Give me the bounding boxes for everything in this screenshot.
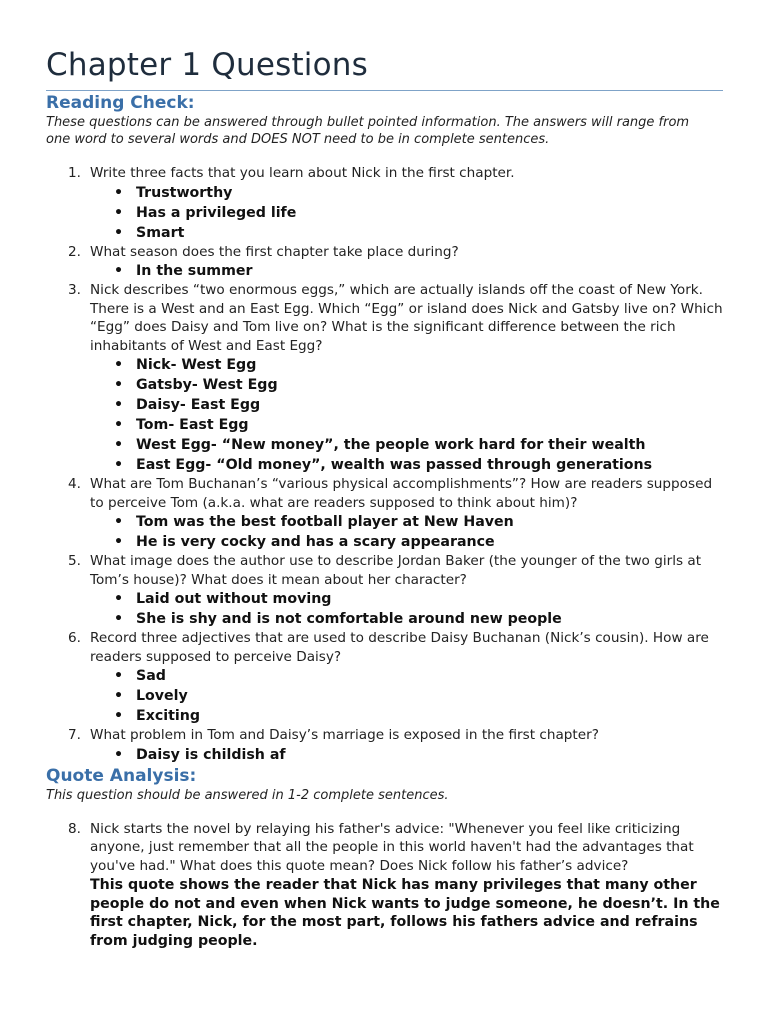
bullet-icon: • — [114, 377, 124, 393]
answer-list — [46, 261, 726, 281]
answer-text: In the summer — [136, 263, 253, 279]
question-item — [46, 475, 726, 552]
reading-check-instructions: These questions can be answered through bullet pointed information. The answers will range from one word to several words and DOES NOT need to be in complete sentences. — [46, 115, 690, 147]
bullet-icon: • — [114, 611, 124, 627]
bullet-icon: • — [114, 514, 124, 530]
question-number: 2. — [68, 243, 81, 260]
question-item — [46, 243, 726, 282]
answer-list — [46, 355, 726, 475]
answer-text: Sad — [136, 668, 166, 684]
answer-item — [46, 395, 726, 415]
answer-item — [46, 455, 726, 475]
bullet-icon: • — [114, 184, 124, 201]
bullet-icon: • — [114, 263, 124, 279]
bullet-icon: • — [114, 688, 124, 704]
answer-text: This quote shows the reader that Nick has many privileges that many other people do not and even when Nick wants to judge someone, he doesn’t. In the first chapter, Nick, for the most part, follows his fathers advice and refrains from judging people. — [90, 877, 720, 949]
question-number: 8. — [68, 820, 81, 837]
question-text: Nick describes “two enormous eggs,” which are actually islands off the coast of New York. There is a West and an East Egg. Which “Egg” or island does Nick and Gatsby live on? Which “Egg” does Daisy and Tom live on? What is the significant difference between the rich inhabitants of West and East Egg? — [90, 282, 723, 354]
question-text: What problem in Tom and Daisy’s marriage is exposed in the first chapter? — [90, 727, 599, 743]
question-text: What image does the author use to describe Jordan Baker (the younger of the two girls at Tom’s house)? What does it mean about her character? — [90, 553, 702, 588]
quote-analysis-instructions: This question should be answered in 1-2 complete sentences. — [46, 787, 449, 803]
answer-text: Smart — [136, 224, 185, 241]
question-item — [46, 820, 726, 951]
answer-item — [46, 589, 726, 609]
question-text: What season does the first chapter take place during? — [90, 243, 459, 260]
bullet-icon: • — [114, 668, 124, 684]
answer-item — [46, 512, 726, 532]
answer-text: Tom- East Egg — [136, 417, 249, 433]
bullet-icon: • — [114, 397, 124, 413]
answer-text: Has a privileged life — [136, 204, 297, 221]
bullet-icon: • — [114, 357, 124, 373]
answer-list — [46, 589, 726, 629]
answer-text: Tom was the best football player at New Haven — [136, 514, 514, 530]
question-item — [46, 629, 726, 726]
document-page — [46, 44, 726, 950]
answer-text: West Egg- “New money”, the people work hard for their wealth — [136, 437, 646, 453]
question-number: 3. — [68, 282, 81, 298]
answer-item — [46, 609, 726, 629]
answer-text: Daisy- East Egg — [136, 397, 261, 413]
bullet-icon: • — [114, 591, 124, 607]
bullet-icon: • — [114, 457, 124, 473]
answer-item — [46, 355, 726, 375]
answer-item — [46, 706, 726, 726]
answer-item — [46, 745, 726, 765]
answer-item — [46, 532, 726, 552]
answer-item — [46, 183, 726, 203]
bullet-icon: • — [114, 224, 124, 241]
page-title: Chapter 1 Questions — [46, 47, 368, 83]
answer-item — [46, 415, 726, 435]
question-number: 4. — [68, 476, 81, 492]
answer-text: She is shy and is not comfortable around new people — [136, 611, 562, 627]
question-item — [46, 281, 726, 475]
question-number: 7. — [68, 727, 81, 743]
answer-item — [46, 223, 726, 243]
quote-analysis-questions — [46, 820, 726, 951]
answer-text: Daisy is childish af — [136, 746, 286, 763]
answer-item — [46, 375, 726, 395]
answer-list — [46, 512, 726, 552]
question-text: Write three facts that you learn about Nick in the first chapter. — [90, 165, 515, 181]
bullet-icon: • — [114, 204, 124, 221]
answer-list — [46, 183, 726, 243]
answer-text: Laid out without moving — [136, 591, 332, 607]
question-number: 6. — [68, 630, 81, 646]
bullet-icon: • — [114, 417, 124, 433]
answer-item — [46, 666, 726, 686]
question-number: 5. — [68, 553, 81, 569]
answer-item — [46, 261, 726, 281]
answer-text: Nick- West Egg — [136, 357, 257, 373]
answer-text: Exciting — [136, 708, 201, 724]
question-item — [46, 164, 726, 243]
answer-item — [46, 435, 726, 455]
answer-item — [46, 686, 726, 706]
bullet-icon: • — [114, 746, 124, 763]
answer-list — [46, 666, 726, 726]
question-text: What are Tom Buchanan’s “various physical accomplishments”? How are readers supposed to perceive Tom (a.k.a. what are readers supposed to think about him)? — [90, 476, 713, 511]
answer-text: He is very cocky and has a scary appearance — [136, 534, 495, 550]
answer-text: Trustworthy — [136, 184, 233, 201]
question-item — [46, 726, 726, 765]
reading-check-heading: Reading Check: — [46, 93, 195, 113]
answer-list — [46, 745, 726, 765]
answer-text: East Egg- “Old money”, wealth was passed through generations — [136, 457, 653, 473]
answer-text: Lovely — [136, 688, 188, 704]
quote-analysis-heading: Quote Analysis: — [46, 765, 197, 786]
title-divider — [46, 90, 723, 91]
bullet-icon: • — [114, 708, 124, 724]
answer-item — [46, 203, 726, 223]
bullet-icon: • — [114, 437, 124, 453]
question-number: 1. — [68, 165, 81, 181]
answer-text: Gatsby- West Egg — [136, 377, 278, 393]
reading-check-questions — [46, 164, 726, 765]
question-text: Record three adjectives that are used to describe Daisy Buchanan (Nick’s cousin). How are readers supposed to perceive Daisy? — [90, 630, 709, 665]
bullet-icon: • — [114, 534, 124, 550]
question-text: Nick starts the novel by relaying his father's advice: "Whenever you feel like criticizing anyone, just remember that all the people in this world haven't had the advantages that you've had." What does this quote mean? Does Nick follow his father’s advice? — [90, 820, 694, 874]
question-item — [46, 552, 726, 629]
